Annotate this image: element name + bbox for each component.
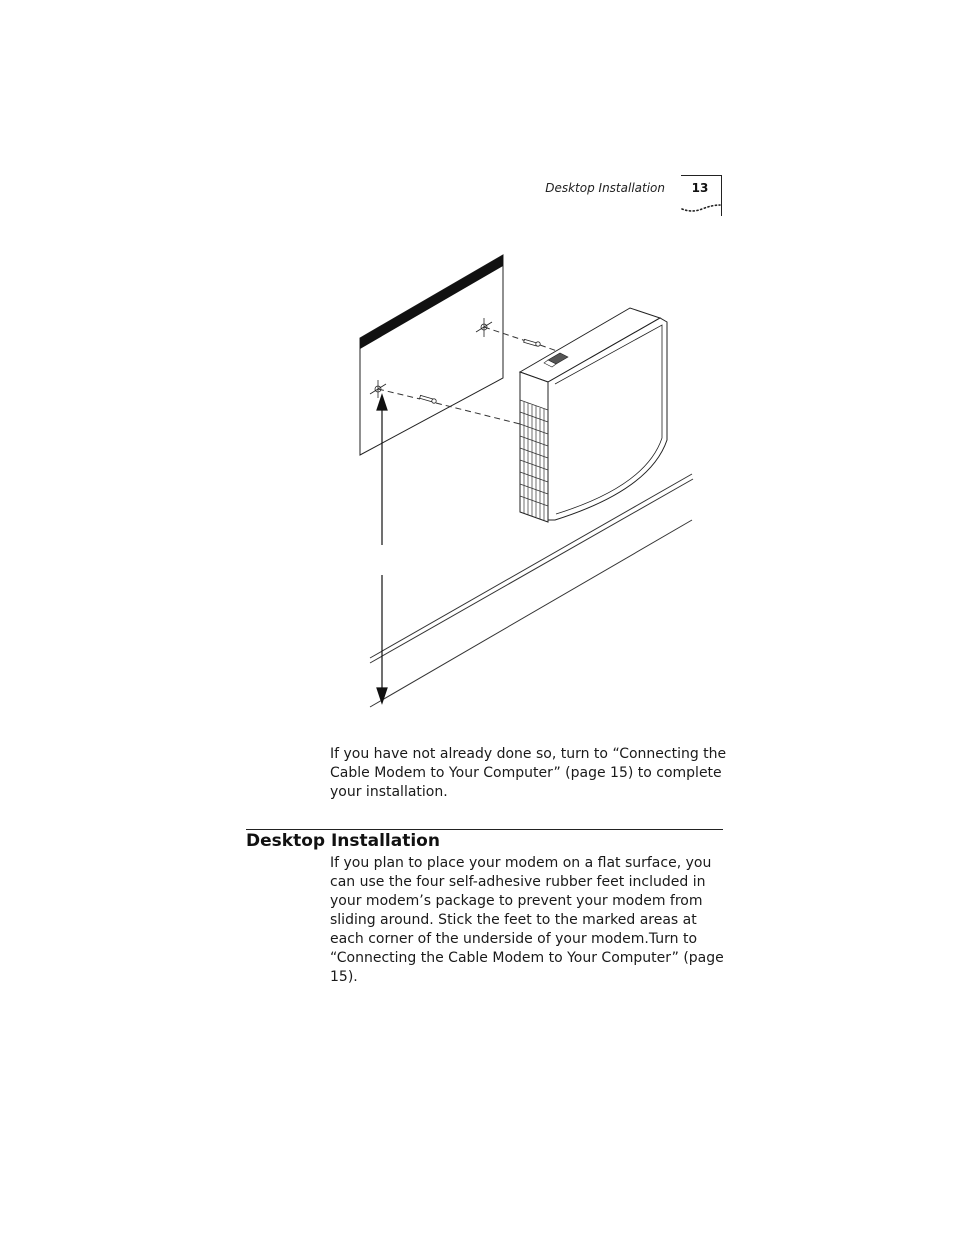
running-title: Desktop Installation xyxy=(545,181,665,195)
dotted-wave-icon xyxy=(680,200,724,214)
section-body: If you plan to place your modem on a flat surface, you can use the four self-adhesive rubber feet included in your modem’s package to prevent your modem from sliding around. Stick the feet to the marked areas at each corner of the underside of your modem.Turn to “Connecting the Cable Modem to Your Computer” (page 15). xyxy=(330,855,724,985)
intro-paragraph: If you have not already done so, turn to “Connecting the Cable Modem to Your Computer” (page 15) to complete your installation. xyxy=(330,746,727,800)
wall-mount-illustration xyxy=(350,245,700,715)
section-divider xyxy=(246,829,723,830)
cable-modem-icon xyxy=(520,308,667,522)
page-number: 13 xyxy=(691,181,709,195)
section-title: Desktop Installation xyxy=(246,831,440,851)
